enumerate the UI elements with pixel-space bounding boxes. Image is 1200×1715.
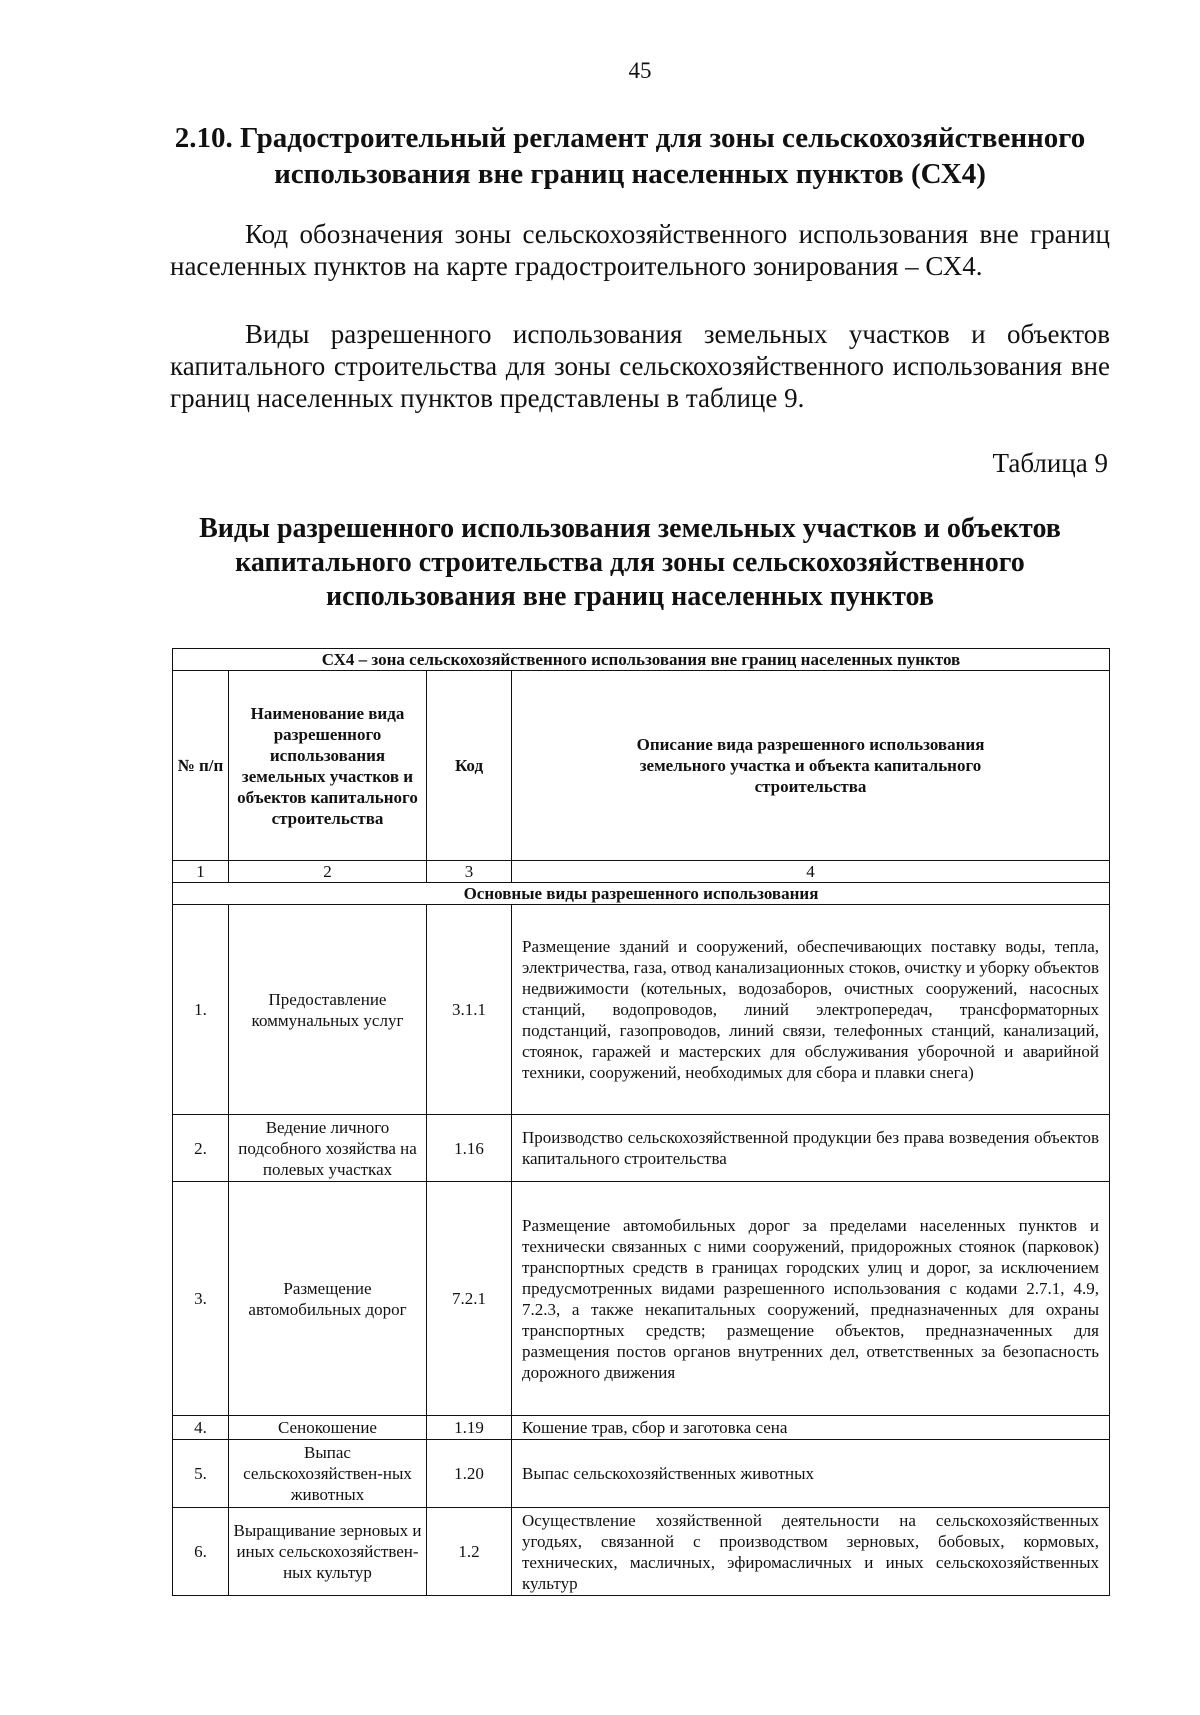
column-index-row (173, 861, 1110, 883)
row-code: 7.2.1 (427, 1182, 512, 1416)
permitted-use-table (172, 648, 1110, 1596)
header-code: Код (427, 671, 512, 861)
table-row (173, 905, 1110, 1115)
row-code: 1.16 (427, 1115, 512, 1182)
table-label: Таблица 9 (992, 448, 1108, 478)
row-name: Ведение личного подсобного хозяйства на полевых участках (229, 1115, 427, 1182)
table-row (173, 1182, 1110, 1416)
row-desc: Производство сельскохозяйственной продукции без права возведения объектов капитального строительства (512, 1115, 1110, 1182)
header-name: Наименование вида разрешенного использования земельных участков и объектов капитального строительства (229, 671, 427, 861)
table-title: Виды разрешенного использования земельных участков и объектов капитального строительства для зоны сельскохозяйственного использования вне границ населенных пунктов (199, 513, 1061, 612)
row-num: 5. (173, 1440, 229, 1508)
row-desc: Размещение зданий и сооружений, обеспечивающих поставку воды, тепла, электричества, газа, отвод канализационных стоков, очистку и уборку объектов недвижимости (котельных, водозаборов, очистных сооружений, насосных станций, водопроводов, линий электропередач, трансформаторных подстанций, газопроводов, линий связи, телефонных станций, канализаций, стоянок, гаражей и мастерских для обслуживания уборочной и аварийной техники, сооружений, необходимых для сбора и плавки снега) (512, 905, 1110, 1115)
row-num: 6. (173, 1508, 229, 1596)
paragraph-table-reference (170, 318, 1110, 414)
row-name: Сенокошение (229, 1416, 427, 1440)
index-cell: 1 (173, 861, 229, 883)
row-name: Размещение автомобильных дорог (229, 1182, 427, 1416)
table-row (173, 1508, 1110, 1596)
row-code: 1.2 (427, 1508, 512, 1596)
index-cell: 2 (229, 861, 427, 883)
row-desc: Выпас сельскохозяйственных животных (512, 1440, 1110, 1508)
row-num: 3. (173, 1182, 229, 1416)
row-num: 4. (173, 1416, 229, 1440)
header-num: № п/п (173, 671, 229, 861)
section-heading: 2.10. Градостроительный регламент для зоны сельскохозяйственного использования вне границ населенных пунктов (СХ4) (174, 122, 1086, 190)
section-row (173, 883, 1110, 905)
row-code: 3.1.1 (427, 905, 512, 1115)
index-cell: 3 (427, 861, 512, 883)
column-header-row (173, 671, 1110, 861)
row-num: 2. (173, 1115, 229, 1182)
page-number: 45 (628, 58, 652, 83)
zone-header-row (173, 649, 1110, 671)
paragraph-table-reference-text: Виды разрешенного использования земельных участков и объектов капитального строительства для зоны сельскохозяйственного использования вне границ населенных пунктов представлены в таблице 9. (170, 319, 1110, 413)
row-desc: Размещение автомобильных дорог за пределами населенных пунктов и технически связанных с ними сооружений, придорожных стоянок (парковок) транспортных средств в границах городских улиц и дорог, за исключением предусмотренных видами разрешенного использования с кодами 2.7.1, 4.9, 7.2.3, а также некапитальных сооружений, предназначенных для охраны транспортных средств; размещение объектов, предназначенных для размещения постов органов внутренних дел, ответственных за безопасность дорожного движения (512, 1182, 1110, 1416)
zone-header-cell: СХ4 – зона сельскохозяйственного использования вне границ населенных пунктов (173, 649, 1110, 671)
row-desc: Кошение трав, сбор и заготовка сена (512, 1416, 1110, 1440)
table-row (173, 1440, 1110, 1508)
row-name: Выращивание зерновых и иных сельскохозяйствен-ных культур (229, 1508, 427, 1596)
table-row (173, 1416, 1110, 1440)
row-desc: Осуществление хозяйственной деятельности на сельскохозяйственных угодьях, связанной с производством зерновых, бобовых, кормовых, технических, масличных, эфиромасличных и иных сельскохозяйственных культур (512, 1508, 1110, 1596)
row-name: Предоставление коммунальных услуг (229, 905, 427, 1115)
row-name: Выпас сельскохозяйствен-ных животных (229, 1440, 427, 1508)
paragraph-zone-code-text: Код обозначения зоны сельскохозяйственного использования вне границ населенных пунктов на карте градостроительного зонирования – СХ4. (170, 219, 1110, 281)
row-code: 1.19 (427, 1416, 512, 1440)
index-cell: 4 (512, 861, 1110, 883)
section-title: Основные виды разрешенного использования (173, 883, 1110, 905)
header-desc: Описание вида разрешенного использования земельного участка и объекта капитального строительства (512, 671, 1110, 861)
row-num: 1. (173, 905, 229, 1115)
paragraph-zone-code (170, 218, 1110, 282)
row-code: 1.20 (427, 1440, 512, 1508)
table-row (173, 1115, 1110, 1182)
